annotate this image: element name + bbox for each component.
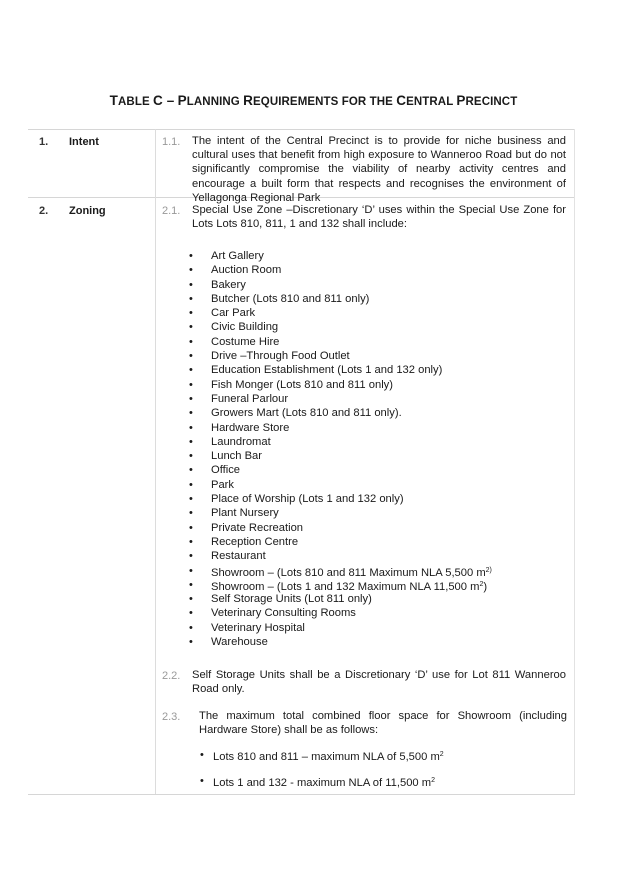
- clause-number-2-3: 2.3.: [162, 711, 181, 723]
- list-item: • Lunch Bar: [189, 449, 492, 463]
- list-item: • Car Park: [189, 306, 492, 320]
- zoning-paragraph-2-1: Special Use Zone –Discretionary ‘D’ uses within the Special Use Zone for Lots Lots 810, 811, 1 and 132 shall include:: [192, 204, 566, 231]
- list-item-nla-810-811: • Lots 810 and 811 – maximum NLA of 5,500 $m^2$: [200, 748, 444, 764]
- permitted-uses-list: [189, 249, 492, 649]
- list-item: • Private Recreation: [189, 521, 492, 535]
- section-label-zoning: Zoning: [69, 205, 106, 217]
- list-item: • Veterinary Consulting Rooms: [189, 606, 492, 620]
- list-item: • Office: [189, 463, 492, 477]
- list-item: • Civic Building: [189, 320, 492, 334]
- section-number-zoning: 2.: [39, 205, 49, 217]
- list-item: • Reception Centre: [189, 535, 492, 549]
- list-item: • Place of Worship (Lots 1 and 132 only): [189, 492, 492, 506]
- list-item-nla-1-132: • Lots 1 and 132 - maximum NLA of 11,500 $m^2$: [200, 774, 435, 790]
- list-item: • Hardware Store: [189, 421, 492, 435]
- list-item-showroom-1-132: • Showroom – (Lots 1 and 132 Maximum NLA 11,500 $m^2$): [189, 578, 492, 592]
- list-item: • Fish Monger (Lots 810 and 811 only): [189, 378, 492, 392]
- table-top-rule: [28, 129, 575, 130]
- table-title: TABLE C – PLANNING REQUIREMENTS FOR THE CENTRAL PRECINCT: [109, 93, 518, 108]
- list-item: • Growers Mart (Lots 810 and 811 only).: [189, 406, 492, 420]
- list-item: • Plant Nursery: [189, 506, 492, 520]
- zoning-paragraph-2-3: The maximum total combined floor space for Showroom (including Hardware Store) shall be as follows:: [199, 710, 567, 737]
- list-item: • Restaurant: [189, 549, 492, 563]
- list-item: • Park: [189, 478, 492, 492]
- table-right-border: [574, 129, 575, 794]
- list-item: • Drive –Through Food Outlet: [189, 349, 492, 363]
- list-item: • Veterinary Hospital: [189, 621, 492, 635]
- section-number-intent: 1.: [39, 136, 49, 148]
- list-item: • Costume Hire: [189, 335, 492, 349]
- table-bottom-rule: [28, 794, 575, 795]
- list-item: • Art Gallery: [189, 249, 492, 263]
- list-item: • Auction Room: [189, 263, 492, 277]
- list-item: • Warehouse: [189, 635, 492, 649]
- list-item: • Education Establishment (Lots 1 and 132 only): [189, 363, 492, 377]
- intent-paragraph: The intent of the Central Precinct is to provide for niche business and cultural uses that benefit from high exposure to Wanneroo Road but do not significantly compromise the viability of nearby activity centres and encourage a built form that respects and recognises the environment of Yellagonga Regional Park: [192, 135, 566, 204]
- clause-number-1-1: 1.1.: [162, 136, 181, 148]
- list-item-showroom-810-811: • Showroom – (Lots 810 and 811 Maximum NLA 5,500 $m^{2)}$: [189, 564, 492, 578]
- clause-number-2-1: 2.1.: [162, 205, 181, 217]
- showroom-nla-list: [200, 748, 444, 764]
- list-item: • Funeral Parlour: [189, 392, 492, 406]
- section-label-intent: Intent: [69, 136, 99, 148]
- table-column-divider: [155, 129, 156, 794]
- showroom-nla-list-2: [200, 774, 435, 790]
- zoning-paragraph-2-2: Self Storage Units shall be a Discretionary ‘D’ use for Lot 811 Wanneroo Road only.: [192, 669, 566, 696]
- clause-number-2-2: 2.2.: [162, 670, 181, 682]
- list-item: • Self Storage Units (Lot 811 only): [189, 592, 492, 606]
- list-item: • Butcher (Lots 810 and 811 only): [189, 292, 492, 306]
- list-item: • Laundromat: [189, 435, 492, 449]
- list-item: • Bakery: [189, 278, 492, 292]
